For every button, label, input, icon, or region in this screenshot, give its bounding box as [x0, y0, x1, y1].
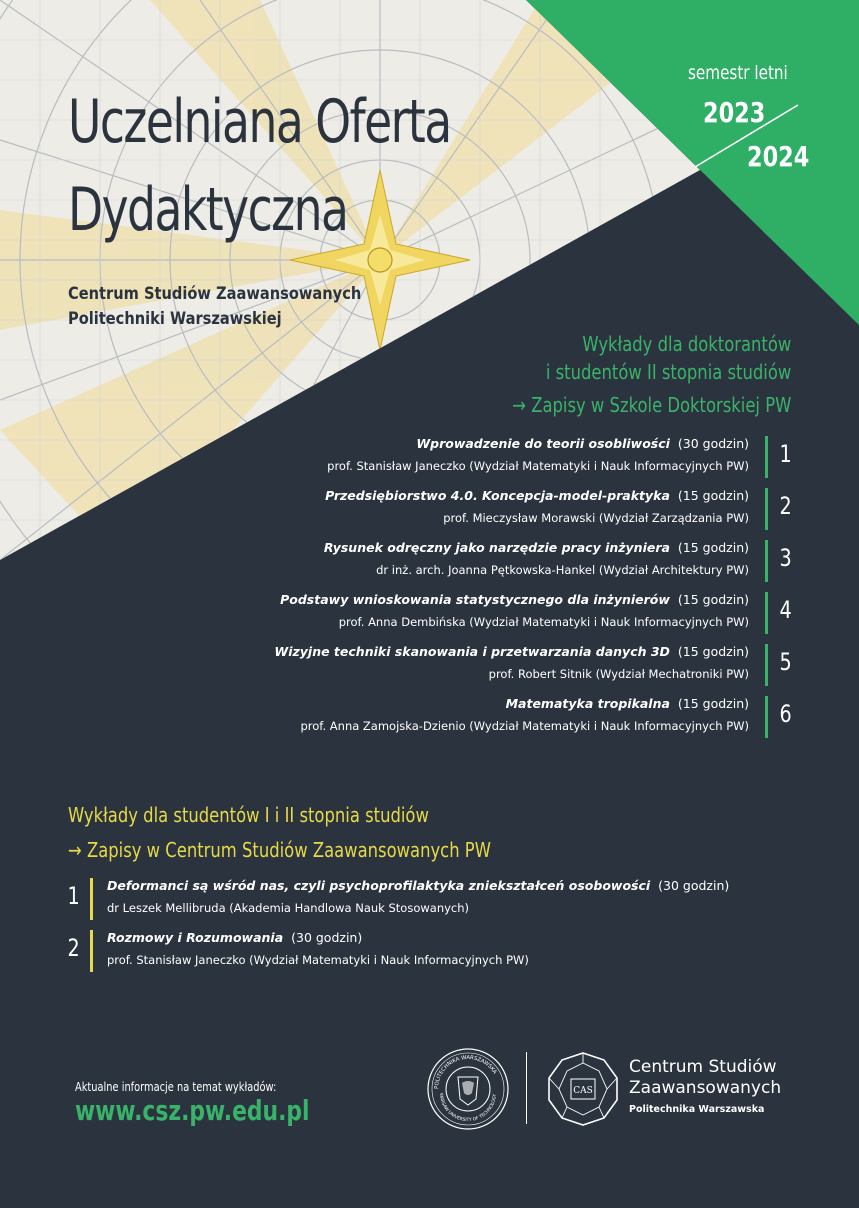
students-enrollment-link[interactable]: → Zapisy w Centrum Studiów Zaawansowanych PW	[68, 838, 491, 862]
lecture-hours: (15 godzin)	[677, 696, 749, 711]
lecture-hours: (15 godzin)	[677, 540, 749, 555]
doctoral-enrollment-link[interactable]: → Zapisy w Szkole Doktorskiej PW	[511, 393, 791, 417]
students-section-heading: Wykłady dla studentów I i II stopnia studiów	[68, 803, 429, 827]
doctoral-heading-line-2: i studentów II stopnia studiów	[545, 360, 791, 384]
title-line-2: Dydaktyczna	[68, 175, 348, 245]
lecture-title: Przedsiębiorstwo 4.0. Koncepcja-model-praktyka	[325, 488, 670, 503]
center-name-line-1: Centrum Studiów	[629, 1057, 777, 1077]
poster-subtitle	[68, 282, 361, 332]
lecture-divider	[765, 644, 768, 686]
lecture-hours: (15 godzin)	[677, 592, 749, 607]
lecture-lecturer: prof. Anna Zamojska-Dzienio (Wydział Matematyki i Nauk Informacyjnych PW)	[300, 719, 749, 733]
lecture-number: 2	[67, 934, 80, 962]
lecture-hours: (30 godzin)	[658, 878, 730, 893]
lecture-hours: (15 godzin)	[677, 644, 749, 659]
lecture-item	[327, 433, 749, 477]
lecture-item	[300, 693, 749, 737]
lecture-item	[325, 485, 749, 529]
lecture-lecturer: dr inż. arch. Joanna Pętkowska-Hankel (Wydział Architektury PW)	[376, 563, 749, 577]
cas-logo	[543, 1049, 623, 1129]
lecture-item	[280, 589, 749, 633]
semester-label: semestr letni	[688, 62, 788, 84]
lecture-divider	[765, 488, 768, 530]
doctoral-heading-line-1: Wykłady dla doktorantów	[582, 332, 791, 356]
cas-logo-text: CAS	[573, 1086, 593, 1096]
semester-year-end: 2024	[747, 140, 810, 173]
lecture-divider	[765, 540, 768, 582]
lecture-lecturer: prof. Anna Dembińska (Wydział Matematyki i Nauk Informacyjnych PW)	[338, 615, 749, 629]
lecture-number: 5	[779, 648, 792, 676]
lecture-divider	[765, 592, 768, 634]
lecture-title: Deformanci są wśród nas, czyli psychoprofilaktyka zniekształceń osobowości	[107, 878, 651, 893]
lecture-title: Matematyka tropikalna	[505, 696, 670, 711]
doctoral-section-heading	[546, 330, 791, 386]
subtitle-line-1: Centrum Studiów Zaawansowanych	[68, 284, 362, 304]
semester-year-start: 2023	[703, 96, 766, 129]
lecture-item	[274, 641, 749, 685]
lecture-title: Podstawy wnioskowania statystycznego dla inżynierów	[280, 592, 670, 607]
poster-title	[68, 78, 451, 254]
lecture-lecturer: prof. Stanisław Janeczko (Wydział Matematyki i Nauk Informacyjnych PW)	[327, 459, 749, 473]
lecture-title: Wizyjne techniki skanowania i przetwarzania danych 3D	[274, 644, 670, 659]
lecture-title: Rysunek odręczny jako narzędzie pracy inżyniera	[323, 540, 670, 555]
lecture-divider	[90, 878, 93, 920]
seal-text-top: POLITECHNIKA WARSZAWSKA	[433, 1054, 498, 1090]
lecture-number: 2	[779, 492, 792, 520]
lecture-number: 4	[779, 596, 792, 624]
center-name-line-2: Zaawansowanych	[629, 1078, 782, 1098]
lecture-number: 6	[779, 700, 792, 728]
lecture-title: Wprowadzenie do teorii osobliwości	[416, 436, 670, 451]
lecture-title: Rozmowy i Rozumowania	[107, 930, 284, 945]
lecture-number: 1	[779, 440, 792, 468]
title-line-1: Uczelniana Oferta	[68, 87, 451, 157]
lecture-lecturer: dr Leszek Mellibruda (Akademia Handlowa Nauk Stosowanych)	[107, 901, 470, 915]
info-label: Aktualne informacje na temat wykładów:	[75, 1080, 277, 1094]
lecture-divider	[765, 696, 768, 738]
center-name	[629, 1057, 781, 1099]
lecture-hours: (30 godzin)	[291, 930, 363, 945]
lecture-lecturer: prof. Robert Sitnik (Wydział Mechatroniki PW)	[488, 667, 749, 681]
seal-text-bottom: WARSAW UNIVERSITY OF TECHNOLOGY	[437, 1092, 499, 1124]
lecture-number: 1	[67, 882, 80, 910]
lecture-number: 3	[779, 544, 792, 572]
lecture-divider	[765, 436, 768, 478]
website-link[interactable]: www.csz.pw.edu.pl	[75, 1094, 310, 1127]
lecture-item	[324, 537, 749, 581]
lecture-divider	[90, 930, 93, 972]
lecture-hours: (30 godzin)	[677, 436, 749, 451]
lecture-lecturer: prof. Stanisław Janeczko (Wydział Matematyki i Nauk Informacyjnych PW)	[107, 953, 529, 967]
subtitle-line-2: Politechniki Warszawskiej	[68, 309, 282, 329]
lecture-item	[107, 875, 729, 919]
lecture-item	[107, 927, 529, 971]
lecture-lecturer: prof. Mieczysław Morawski (Wydział Zarządzania PW)	[443, 511, 749, 525]
lecture-hours: (15 godzin)	[677, 488, 749, 503]
university-seal-logo	[426, 1047, 510, 1131]
center-university: Politechnika Warszawska	[629, 1104, 765, 1115]
footer-divider	[526, 1052, 527, 1124]
